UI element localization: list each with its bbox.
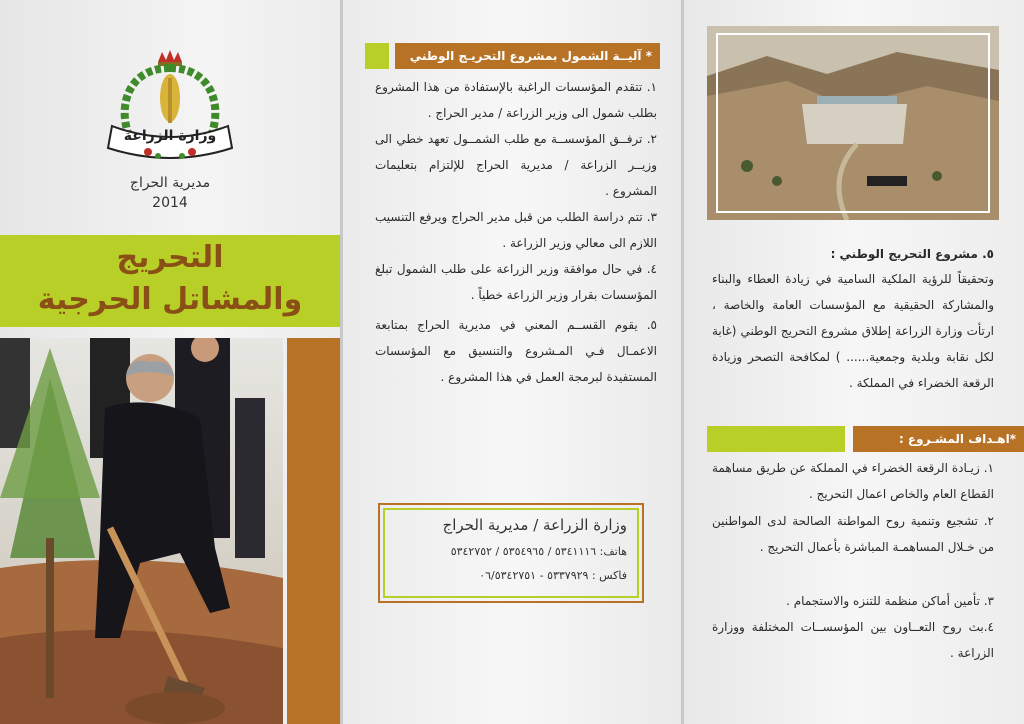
contact-fax: فاكس : ٥٣٣٧٩٢٩ - ٠٦/٥٣٤٢٧٥١ — [479, 569, 627, 582]
brochure-title-line2: والمشاتل الحرجية — [37, 282, 303, 317]
dam-landscape-photo — [707, 26, 999, 220]
project-description: وتحقيقاً للرؤية الملكية السامية في زيادة العطاء والبناء والمشاركة الحقيقية مع المؤسسات العامة والخاصة ، ارتأت وزارة الزراعة إطلاق مشروع التحريج الوطني (غابة لكل نقابة وبلدية وجمعية...... ) لمكافحة التصحر وزيادة الرقعة الخضراء في المملكة . — [712, 272, 994, 390]
mechanism-item-1: ١. تتقدم المؤسسات الراغبة بالإستفادة من هذا المشروع بطلب شمول الى وزير الزراعة / مدير الحراج . — [375, 80, 657, 120]
brochure-title-line1: التحريج — [116, 240, 224, 275]
goal-item-2: ٢. تشجيع وتنمية روح المواطنة الصالحة لدى المواطنين من خـلال المساهمـة المباشرة بأعمال التحريج . — [712, 514, 994, 554]
brochure-year: 2014 — [152, 195, 188, 211]
directorate-name: مديرية الحراج — [129, 175, 211, 191]
goals-heading-label: *اهـداف المشـروع : — [853, 426, 1024, 452]
mechanism-heading — [365, 43, 660, 69]
goal-item-1: ١. زيـادة الرقعة الخضراء في المملكة عن طريق مساهمة القطاع العام والخاص اعمال التحريج . — [712, 461, 994, 501]
tree-planting-photo — [0, 338, 283, 724]
goal-item-4: ٤.بث روح التعــاون بين المؤسســات المختلفة ووزارة الزراعة . — [712, 620, 994, 660]
contact-phone: هاتف: ٥٣٤١١١٦ / ٥٣٥٤٩٦٥ / ٥٣٤٢٧٥٢ — [450, 545, 627, 558]
emblem-text: وزارة الزراعة — [123, 128, 217, 144]
side-bar-accent — [287, 338, 340, 724]
mechanism-item-2: ٢. ترفــق المؤسســة مع طلب الشمــول تعهد خطي الى وزيــر الزراعة / مديرية الحراج للإلتزام بتعليمات المشروع . — [375, 132, 657, 198]
goals-accent-block — [707, 426, 845, 452]
mechanism-item-5: ٥. يقوم القســم المعني في مديرية الحراج بمتابعة الاعمـال فـي المـشروع والتنسيق مع المؤسسات المستفيدة لبرمجة العمل في هذا المشروع . — [375, 318, 657, 384]
mechanism-item-3: ٣. تتم دراسة الطلب من قبل مدير الحراج ويرفع التنسيب اللازم الى معالي وزير الزراعة . — [375, 210, 657, 250]
fold-line-right — [681, 0, 684, 724]
mechanism-item-4: ٤. في حال موافقة وزير الزراعة على طلب الشمول تبلغ المؤسسات بقرار وزير الزراعة خطياً . — [375, 262, 657, 302]
goals-heading — [707, 426, 1024, 452]
project-title: ٥. مشروع التحريج الوطني : — [830, 247, 994, 261]
contact-box — [378, 503, 644, 603]
contact-title: وزارة الزراعة / مديرية الحراج — [442, 516, 627, 534]
goal-item-3: ٣. تأمين أماكن منظمة للتنزه والاستجمام . — [786, 594, 994, 608]
mechanism-heading-label: * آليــة الشمول بمشروع التحريـج الوطني — [395, 43, 660, 69]
fold-line-left — [340, 0, 343, 724]
heading-accent-block — [365, 43, 389, 69]
ministry-emblem-icon — [100, 48, 240, 168]
